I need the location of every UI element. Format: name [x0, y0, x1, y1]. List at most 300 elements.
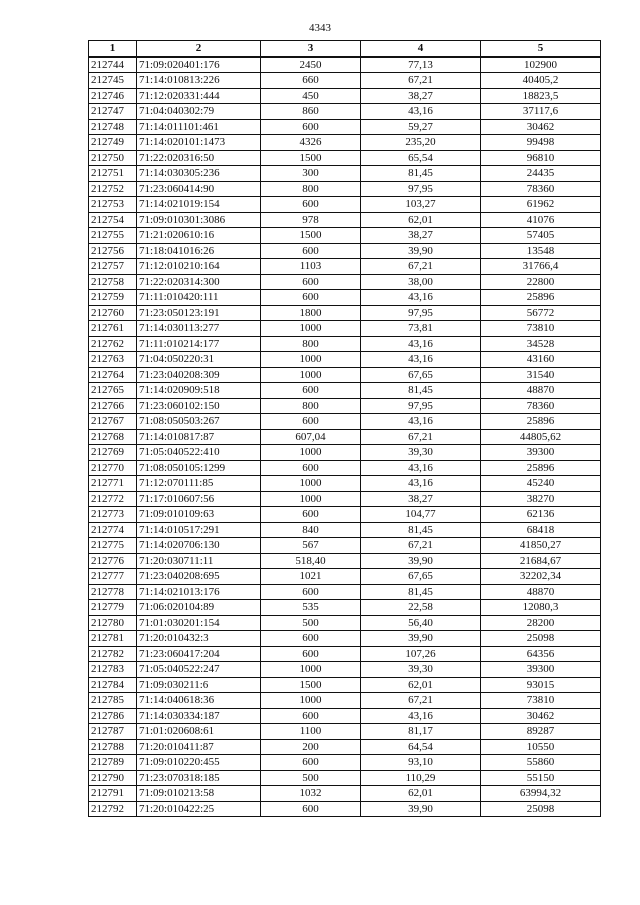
cadastral-number-cell: 71:14:020706:130 [137, 538, 261, 554]
cadastral-number-cell: 71:04:050220:31 [137, 352, 261, 368]
area-cell: 660 [261, 73, 361, 89]
row-number-cell: 212771 [89, 476, 137, 492]
table-row [89, 801, 601, 817]
rate-cell: 22,58 [361, 600, 481, 616]
row-number-cell: 212750 [89, 150, 137, 166]
value-cell: 63994,32 [481, 786, 601, 802]
cadastral-number-cell: 71:14:030334:187 [137, 708, 261, 724]
rate-cell: 64,54 [361, 739, 481, 755]
row-number-cell: 212744 [89, 57, 137, 73]
table-row [89, 553, 601, 569]
value-cell: 96810 [481, 150, 601, 166]
row-number-cell: 212755 [89, 228, 137, 244]
cadastral-number-cell: 71:14:011101:461 [137, 119, 261, 135]
rate-cell: 39,30 [361, 662, 481, 678]
table-row [89, 135, 601, 151]
area-cell: 800 [261, 181, 361, 197]
rate-cell: 97,95 [361, 398, 481, 414]
table-row [89, 150, 601, 166]
rate-cell: 39,90 [361, 243, 481, 259]
table-row [89, 383, 601, 399]
rate-cell: 67,21 [361, 538, 481, 554]
table-row [89, 429, 601, 445]
rate-cell: 103,27 [361, 197, 481, 213]
table-row [89, 615, 601, 631]
value-cell: 34528 [481, 336, 601, 352]
row-number-cell: 212754 [89, 212, 137, 228]
cadastral-number-cell: 71:09:010220:455 [137, 755, 261, 771]
row-number-cell: 212751 [89, 166, 137, 182]
rate-cell: 39,90 [361, 631, 481, 647]
area-cell: 600 [261, 414, 361, 430]
rate-cell: 110,29 [361, 770, 481, 786]
cadastral-number-cell: 71:09:010109:63 [137, 507, 261, 523]
value-cell: 89287 [481, 724, 601, 740]
area-cell: 800 [261, 398, 361, 414]
value-cell: 28200 [481, 615, 601, 631]
area-cell: 978 [261, 212, 361, 228]
rate-cell: 38,27 [361, 491, 481, 507]
cadastral-number-cell: 71:08:050105:1299 [137, 460, 261, 476]
row-number-cell: 212764 [89, 367, 137, 383]
table-row [89, 491, 601, 507]
rate-cell: 67,65 [361, 367, 481, 383]
row-number-cell: 212766 [89, 398, 137, 414]
value-cell: 44805,62 [481, 429, 601, 445]
cadastral-number-cell: 71:05:040522:410 [137, 445, 261, 461]
table-row [89, 259, 601, 275]
rate-cell: 39,90 [361, 553, 481, 569]
table-row [89, 445, 601, 461]
row-number-cell: 212774 [89, 522, 137, 538]
table-row [89, 73, 601, 89]
table-row [89, 414, 601, 430]
rate-cell: 67,21 [361, 73, 481, 89]
rate-cell: 81,45 [361, 584, 481, 600]
row-number-cell: 212749 [89, 135, 137, 151]
table-row [89, 600, 601, 616]
row-number-cell: 212768 [89, 429, 137, 445]
table-row [89, 290, 601, 306]
row-number-cell: 212773 [89, 507, 137, 523]
cadastral-number-cell: 71:09:010213:58 [137, 786, 261, 802]
cadastral-number-cell: 71:09:030211:6 [137, 677, 261, 693]
rate-cell: 38,27 [361, 88, 481, 104]
table-row [89, 228, 601, 244]
area-cell: 200 [261, 739, 361, 755]
table-row [89, 274, 601, 290]
area-cell: 600 [261, 383, 361, 399]
cadastral-number-cell: 71:09:020401:176 [137, 57, 261, 73]
value-cell: 25896 [481, 414, 601, 430]
area-cell: 1000 [261, 445, 361, 461]
cadastral-number-cell: 71:14:021013:176 [137, 584, 261, 600]
rate-cell: 97,95 [361, 181, 481, 197]
column-header-4: 4 [361, 41, 481, 57]
row-number-cell: 212760 [89, 305, 137, 321]
cadastral-number-cell: 71:08:050503:267 [137, 414, 261, 430]
area-cell: 1000 [261, 476, 361, 492]
value-cell: 10550 [481, 739, 601, 755]
value-cell: 102900 [481, 57, 601, 73]
row-number-cell: 212779 [89, 600, 137, 616]
value-cell: 30462 [481, 708, 601, 724]
area-cell: 1000 [261, 662, 361, 678]
table-row [89, 57, 601, 73]
cadastral-number-cell: 71:11:010420:111 [137, 290, 261, 306]
rate-cell: 43,16 [361, 352, 481, 368]
cadastral-number-cell: 71:11:010214:177 [137, 336, 261, 352]
rate-cell: 81,45 [361, 522, 481, 538]
value-cell: 62136 [481, 507, 601, 523]
area-cell: 600 [261, 274, 361, 290]
area-cell: 300 [261, 166, 361, 182]
table-row [89, 786, 601, 802]
row-number-cell: 212763 [89, 352, 137, 368]
cadastral-number-cell: 71:09:010301:3086 [137, 212, 261, 228]
rate-cell: 59,27 [361, 119, 481, 135]
rate-cell: 43,16 [361, 290, 481, 306]
rate-cell: 43,16 [361, 476, 481, 492]
table-row [89, 677, 601, 693]
rate-cell: 43,16 [361, 708, 481, 724]
area-cell: 4326 [261, 135, 361, 151]
cadastral-number-cell: 71:12:010210:164 [137, 259, 261, 275]
row-number-cell: 212776 [89, 553, 137, 569]
cadastral-number-cell: 71:14:020909:518 [137, 383, 261, 399]
value-cell: 13548 [481, 243, 601, 259]
cadastral-number-cell: 71:23:040208:695 [137, 569, 261, 585]
rate-cell: 39,30 [361, 445, 481, 461]
rate-cell: 104,77 [361, 507, 481, 523]
value-cell: 73810 [481, 321, 601, 337]
row-number-cell: 212770 [89, 460, 137, 476]
cadastral-number-cell: 71:23:050123:191 [137, 305, 261, 321]
table-row [89, 724, 601, 740]
cadastral-number-cell: 71:22:020316:50 [137, 150, 261, 166]
table-row [89, 197, 601, 213]
cadastral-number-cell: 71:14:010817:87 [137, 429, 261, 445]
value-cell: 21684,67 [481, 553, 601, 569]
cadastral-number-cell: 71:14:021019:154 [137, 197, 261, 213]
area-cell: 1100 [261, 724, 361, 740]
rate-cell: 81,17 [361, 724, 481, 740]
table-row [89, 755, 601, 771]
cadastral-number-cell: 71:18:041016:26 [137, 243, 261, 259]
table-row [89, 104, 601, 120]
rate-cell: 93,10 [361, 755, 481, 771]
cadastral-number-cell: 71:01:020608:61 [137, 724, 261, 740]
rate-cell: 235,20 [361, 135, 481, 151]
area-cell: 600 [261, 119, 361, 135]
table-row [89, 584, 601, 600]
value-cell: 56772 [481, 305, 601, 321]
rate-cell: 73,81 [361, 321, 481, 337]
rate-cell: 62,01 [361, 677, 481, 693]
row-number-cell: 212748 [89, 119, 137, 135]
row-number-cell: 212765 [89, 383, 137, 399]
area-cell: 1000 [261, 367, 361, 383]
table-row [89, 631, 601, 647]
table-row [89, 119, 601, 135]
rate-cell: 67,21 [361, 259, 481, 275]
table-body [89, 57, 601, 817]
rate-cell: 38,00 [361, 274, 481, 290]
area-cell: 800 [261, 336, 361, 352]
rate-cell: 77,13 [361, 57, 481, 73]
value-cell: 78360 [481, 181, 601, 197]
row-number-cell: 212791 [89, 786, 137, 802]
area-cell: 600 [261, 290, 361, 306]
rate-cell: 97,95 [361, 305, 481, 321]
area-cell: 600 [261, 197, 361, 213]
value-cell: 32202,34 [481, 569, 601, 585]
row-number-cell: 212769 [89, 445, 137, 461]
value-cell: 73810 [481, 693, 601, 709]
row-number-cell: 212777 [89, 569, 137, 585]
row-number-cell: 212767 [89, 414, 137, 430]
cadastral-number-cell: 71:06:020104:89 [137, 600, 261, 616]
value-cell: 61962 [481, 197, 601, 213]
value-cell: 57405 [481, 228, 601, 244]
area-cell: 500 [261, 615, 361, 631]
cadastral-number-cell: 71:14:040618:36 [137, 693, 261, 709]
cadastral-number-cell: 71:14:010813:226 [137, 73, 261, 89]
column-header-1: 1 [89, 41, 137, 57]
value-cell: 45240 [481, 476, 601, 492]
rate-cell: 81,45 [361, 383, 481, 399]
rate-cell: 56,40 [361, 615, 481, 631]
area-cell: 1500 [261, 150, 361, 166]
rate-cell: 39,90 [361, 801, 481, 817]
cadastral-number-cell: 71:14:020101:1473 [137, 135, 261, 151]
rate-cell: 65,54 [361, 150, 481, 166]
value-cell: 41850,27 [481, 538, 601, 554]
cadastral-number-cell: 71:20:010422:25 [137, 801, 261, 817]
area-cell: 600 [261, 646, 361, 662]
row-number-cell: 212752 [89, 181, 137, 197]
area-cell: 600 [261, 801, 361, 817]
cadastral-number-cell: 71:23:040208:309 [137, 367, 261, 383]
area-cell: 1000 [261, 491, 361, 507]
table-row [89, 569, 601, 585]
row-number-cell: 212789 [89, 755, 137, 771]
table-row [89, 522, 601, 538]
cadastral-number-cell: 71:17:010607:56 [137, 491, 261, 507]
rate-cell: 67,21 [361, 693, 481, 709]
table-row [89, 336, 601, 352]
value-cell: 38270 [481, 491, 601, 507]
table-row [89, 367, 601, 383]
area-cell: 1000 [261, 693, 361, 709]
value-cell: 37117,6 [481, 104, 601, 120]
table-row [89, 708, 601, 724]
row-number-cell: 212758 [89, 274, 137, 290]
row-number-cell: 212747 [89, 104, 137, 120]
cadastral-number-cell: 71:20:010411:87 [137, 739, 261, 755]
cadastral-number-cell: 71:23:060414:90 [137, 181, 261, 197]
rate-cell: 43,16 [361, 104, 481, 120]
table-row [89, 243, 601, 259]
page-number: 4343 [309, 22, 331, 34]
rate-cell: 43,16 [361, 460, 481, 476]
cadastral-number-cell: 71:20:030711:11 [137, 553, 261, 569]
value-cell: 48870 [481, 584, 601, 600]
table-row [89, 693, 601, 709]
area-cell: 1000 [261, 352, 361, 368]
cadastral-number-cell: 71:14:030305:236 [137, 166, 261, 182]
cadastral-number-cell: 71:12:020331:444 [137, 88, 261, 104]
rate-cell: 43,16 [361, 414, 481, 430]
value-cell: 78360 [481, 398, 601, 414]
table-row [89, 398, 601, 414]
area-cell: 607,04 [261, 429, 361, 445]
rate-cell: 38,27 [361, 228, 481, 244]
row-number-cell: 212784 [89, 677, 137, 693]
row-number-cell: 212787 [89, 724, 137, 740]
value-cell: 25896 [481, 460, 601, 476]
row-number-cell: 212772 [89, 491, 137, 507]
column-header-3: 3 [261, 41, 361, 57]
row-number-cell: 212778 [89, 584, 137, 600]
rate-cell: 67,21 [361, 429, 481, 445]
cadastral-number-cell: 71:12:070111:85 [137, 476, 261, 492]
row-number-cell: 212761 [89, 321, 137, 337]
value-cell: 40405,2 [481, 73, 601, 89]
row-number-cell: 212786 [89, 708, 137, 724]
row-number-cell: 212792 [89, 801, 137, 817]
column-header-5: 5 [481, 41, 601, 57]
area-cell: 600 [261, 460, 361, 476]
value-cell: 93015 [481, 677, 601, 693]
row-number-cell: 212781 [89, 631, 137, 647]
cadastral-number-cell: 71:01:030201:154 [137, 615, 261, 631]
area-cell: 450 [261, 88, 361, 104]
cadastral-number-cell: 71:14:010517:291 [137, 522, 261, 538]
table-row [89, 321, 601, 337]
table-row [89, 305, 601, 321]
table-row [89, 507, 601, 523]
value-cell: 25098 [481, 801, 601, 817]
rate-cell: 62,01 [361, 786, 481, 802]
row-number-cell: 212775 [89, 538, 137, 554]
table-row [89, 166, 601, 182]
value-cell: 55150 [481, 770, 601, 786]
rate-cell: 81,45 [361, 166, 481, 182]
table-row [89, 739, 601, 755]
area-cell: 600 [261, 243, 361, 259]
table-row [89, 476, 601, 492]
data-table [88, 40, 601, 817]
row-number-cell: 212785 [89, 693, 137, 709]
area-cell: 1500 [261, 228, 361, 244]
value-cell: 24435 [481, 166, 601, 182]
cadastral-number-cell: 71:22:020314:300 [137, 274, 261, 290]
row-number-cell: 212780 [89, 615, 137, 631]
value-cell: 68418 [481, 522, 601, 538]
value-cell: 12080,3 [481, 600, 601, 616]
area-cell: 1103 [261, 259, 361, 275]
cadastral-number-cell: 71:21:020610:16 [137, 228, 261, 244]
value-cell: 64356 [481, 646, 601, 662]
table-row [89, 181, 601, 197]
area-cell: 518,40 [261, 553, 361, 569]
value-cell: 25098 [481, 631, 601, 647]
value-cell: 18823,5 [481, 88, 601, 104]
value-cell: 39300 [481, 445, 601, 461]
value-cell: 99498 [481, 135, 601, 151]
cadastral-number-cell: 71:04:040302:79 [137, 104, 261, 120]
area-cell: 600 [261, 755, 361, 771]
table-row [89, 212, 601, 228]
cadastral-number-cell: 71:05:040522:247 [137, 662, 261, 678]
row-number-cell: 212783 [89, 662, 137, 678]
table-row [89, 460, 601, 476]
row-number-cell: 212790 [89, 770, 137, 786]
row-number-cell: 212756 [89, 243, 137, 259]
cadastral-number-cell: 71:23:070318:185 [137, 770, 261, 786]
row-number-cell: 212759 [89, 290, 137, 306]
area-cell: 1021 [261, 569, 361, 585]
area-cell: 600 [261, 708, 361, 724]
table-row [89, 646, 601, 662]
area-cell: 535 [261, 600, 361, 616]
area-cell: 600 [261, 507, 361, 523]
area-cell: 567 [261, 538, 361, 554]
rate-cell: 43,16 [361, 336, 481, 352]
row-number-cell: 212788 [89, 739, 137, 755]
cadastral-number-cell: 71:14:030113:277 [137, 321, 261, 337]
rate-cell: 67,65 [361, 569, 481, 585]
table-row [89, 88, 601, 104]
row-number-cell: 212746 [89, 88, 137, 104]
cadastral-number-cell: 71:23:060102:150 [137, 398, 261, 414]
row-number-cell: 212757 [89, 259, 137, 275]
area-cell: 1032 [261, 786, 361, 802]
area-cell: 500 [261, 770, 361, 786]
rate-cell: 107,26 [361, 646, 481, 662]
row-number-cell: 212753 [89, 197, 137, 213]
cadastral-number-cell: 71:20:010432:3 [137, 631, 261, 647]
row-number-cell: 212762 [89, 336, 137, 352]
value-cell: 48870 [481, 383, 601, 399]
rate-cell: 62,01 [361, 212, 481, 228]
value-cell: 31540 [481, 367, 601, 383]
value-cell: 55860 [481, 755, 601, 771]
value-cell: 41076 [481, 212, 601, 228]
area-cell: 1800 [261, 305, 361, 321]
value-cell: 22800 [481, 274, 601, 290]
row-number-cell: 212745 [89, 73, 137, 89]
area-cell: 2450 [261, 57, 361, 73]
area-cell: 1500 [261, 677, 361, 693]
area-cell: 600 [261, 584, 361, 600]
row-number-cell: 212782 [89, 646, 137, 662]
table-row [89, 352, 601, 368]
table-row [89, 770, 601, 786]
value-cell: 31766,4 [481, 259, 601, 275]
table-row [89, 662, 601, 678]
table-row [89, 538, 601, 554]
cadastral-number-cell: 71:23:060417:204 [137, 646, 261, 662]
value-cell: 43160 [481, 352, 601, 368]
area-cell: 600 [261, 631, 361, 647]
table-header-row [89, 41, 601, 57]
area-cell: 1000 [261, 321, 361, 337]
value-cell: 30462 [481, 119, 601, 135]
area-cell: 860 [261, 104, 361, 120]
column-header-2: 2 [137, 41, 261, 57]
